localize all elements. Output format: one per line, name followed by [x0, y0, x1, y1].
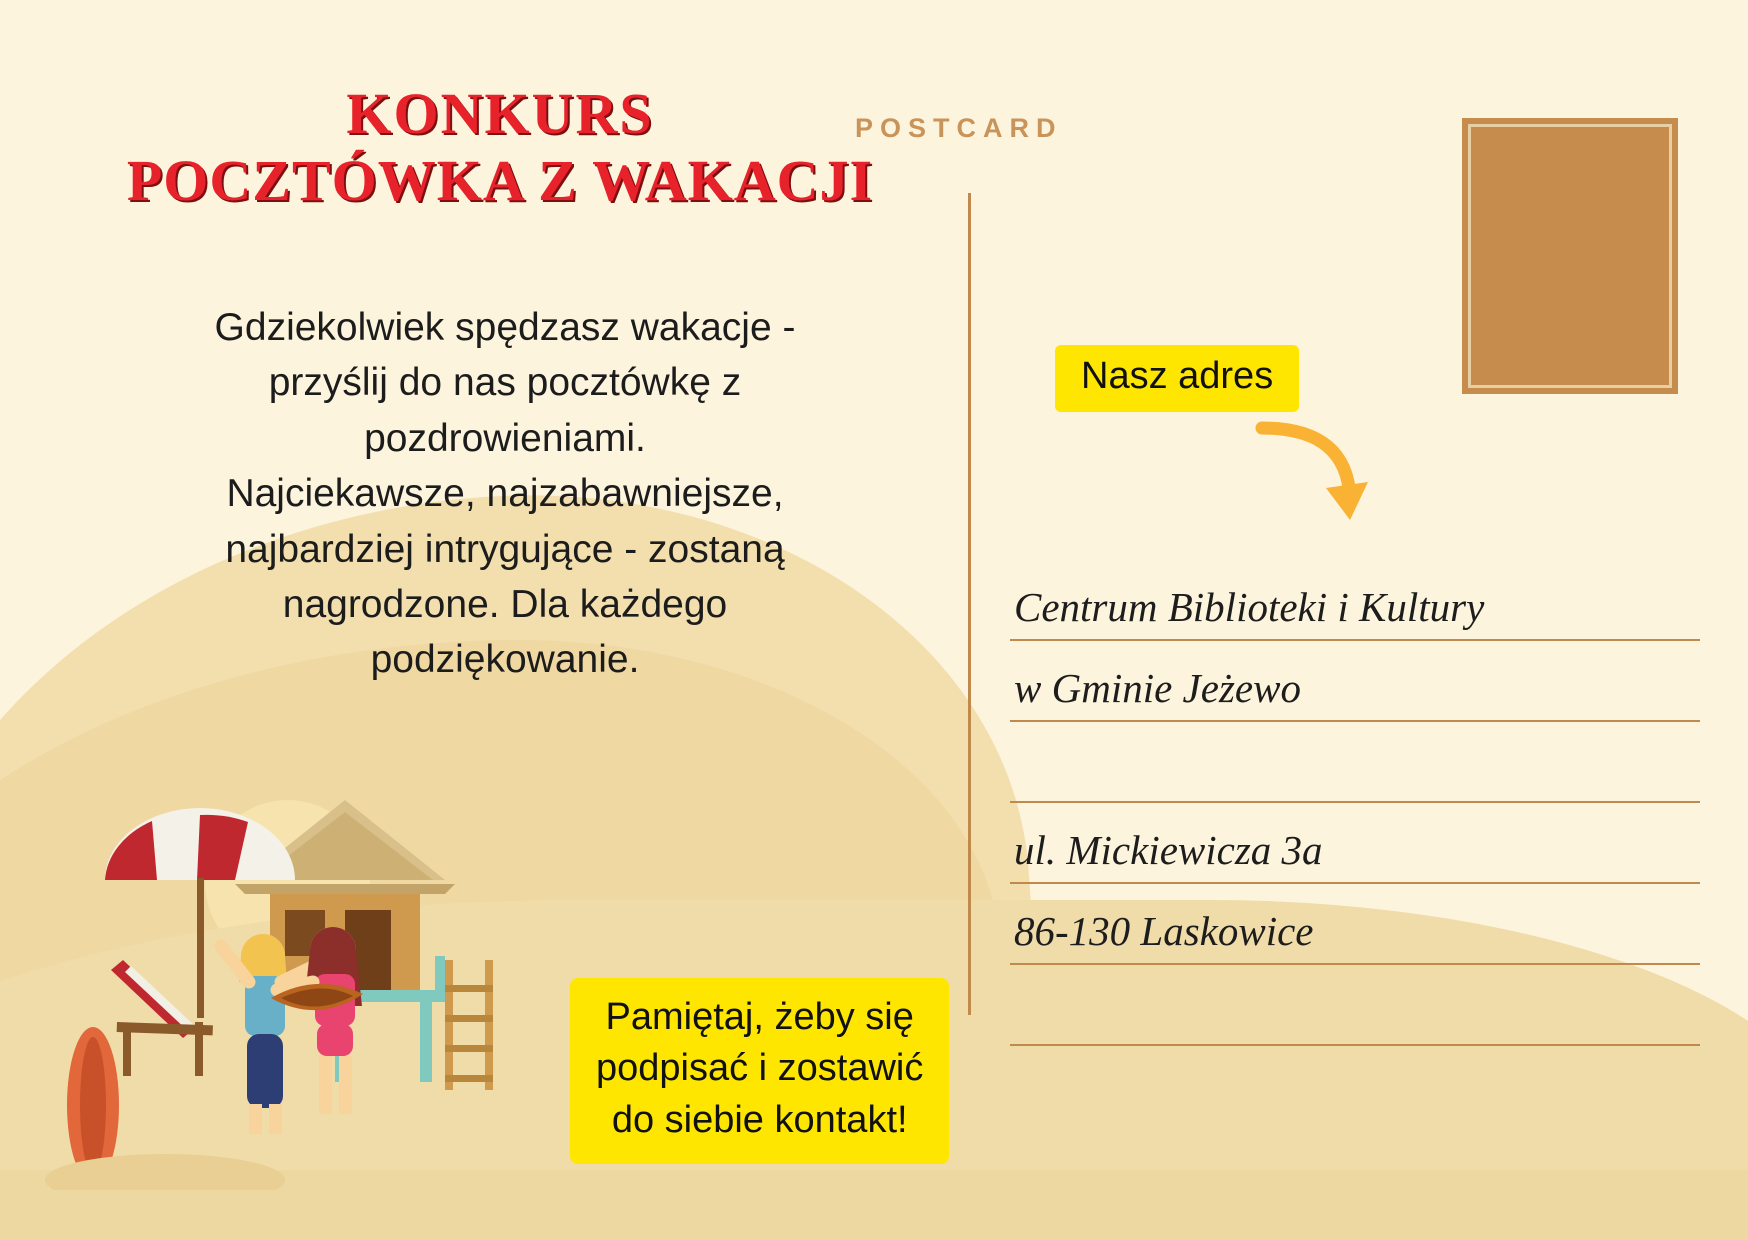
page-title: [80, 81, 920, 217]
address-line: Centrum Biblioteki i Kultury: [1014, 584, 1485, 630]
body-line: pozdrowieniami.: [364, 416, 646, 460]
address-lines-area: [1010, 560, 1700, 1046]
postage-stamp-inner: [1468, 124, 1672, 388]
reminder-line: Pamiętaj, żeby się: [605, 996, 914, 1038]
address-line: 86-130 Laskowice: [1014, 908, 1314, 954]
reminder-note: [570, 978, 949, 1164]
address-row: [1010, 722, 1700, 803]
body-line: Najciekawsze, najzabawniejsze,: [226, 472, 784, 516]
title-line-2: POCZTÓWKA Z WAKACJI: [126, 147, 874, 213]
beach-illustration: [45, 760, 605, 1190]
address-tag-label: Nasz adres: [1055, 345, 1299, 412]
body-line: najbardziej intrygujące - zostaną: [225, 527, 785, 571]
address-line: w Gminie Jeżewo: [1014, 665, 1301, 711]
title-line-1: KONKURS: [346, 81, 654, 146]
address-row: [1010, 803, 1700, 884]
address-row: [1010, 560, 1700, 641]
body-line: przyślij do nas pocztówkę z: [268, 361, 742, 405]
body-text: [100, 300, 910, 688]
postage-stamp-box: [1462, 118, 1678, 394]
reminder-line: do siebie kontakt!: [611, 1098, 908, 1141]
curved-arrow-icon: [1250, 420, 1370, 540]
address-row: [1010, 884, 1700, 965]
body-line: podziękowanie.: [370, 638, 640, 682]
vertical-divider: [968, 193, 971, 1015]
postcard-label: POSTCARD: [855, 113, 1063, 143]
address-line: ul. Mickiewicza 3a: [1014, 827, 1323, 873]
address-row: [1010, 965, 1700, 1046]
address-row: [1010, 641, 1700, 722]
reminder-line: podpisać i zostawić: [596, 1047, 924, 1090]
body-line: Gdziekolwiek spędzasz wakacje -: [214, 306, 796, 349]
body-line: nagrodzone. Dla każdego: [282, 582, 728, 626]
